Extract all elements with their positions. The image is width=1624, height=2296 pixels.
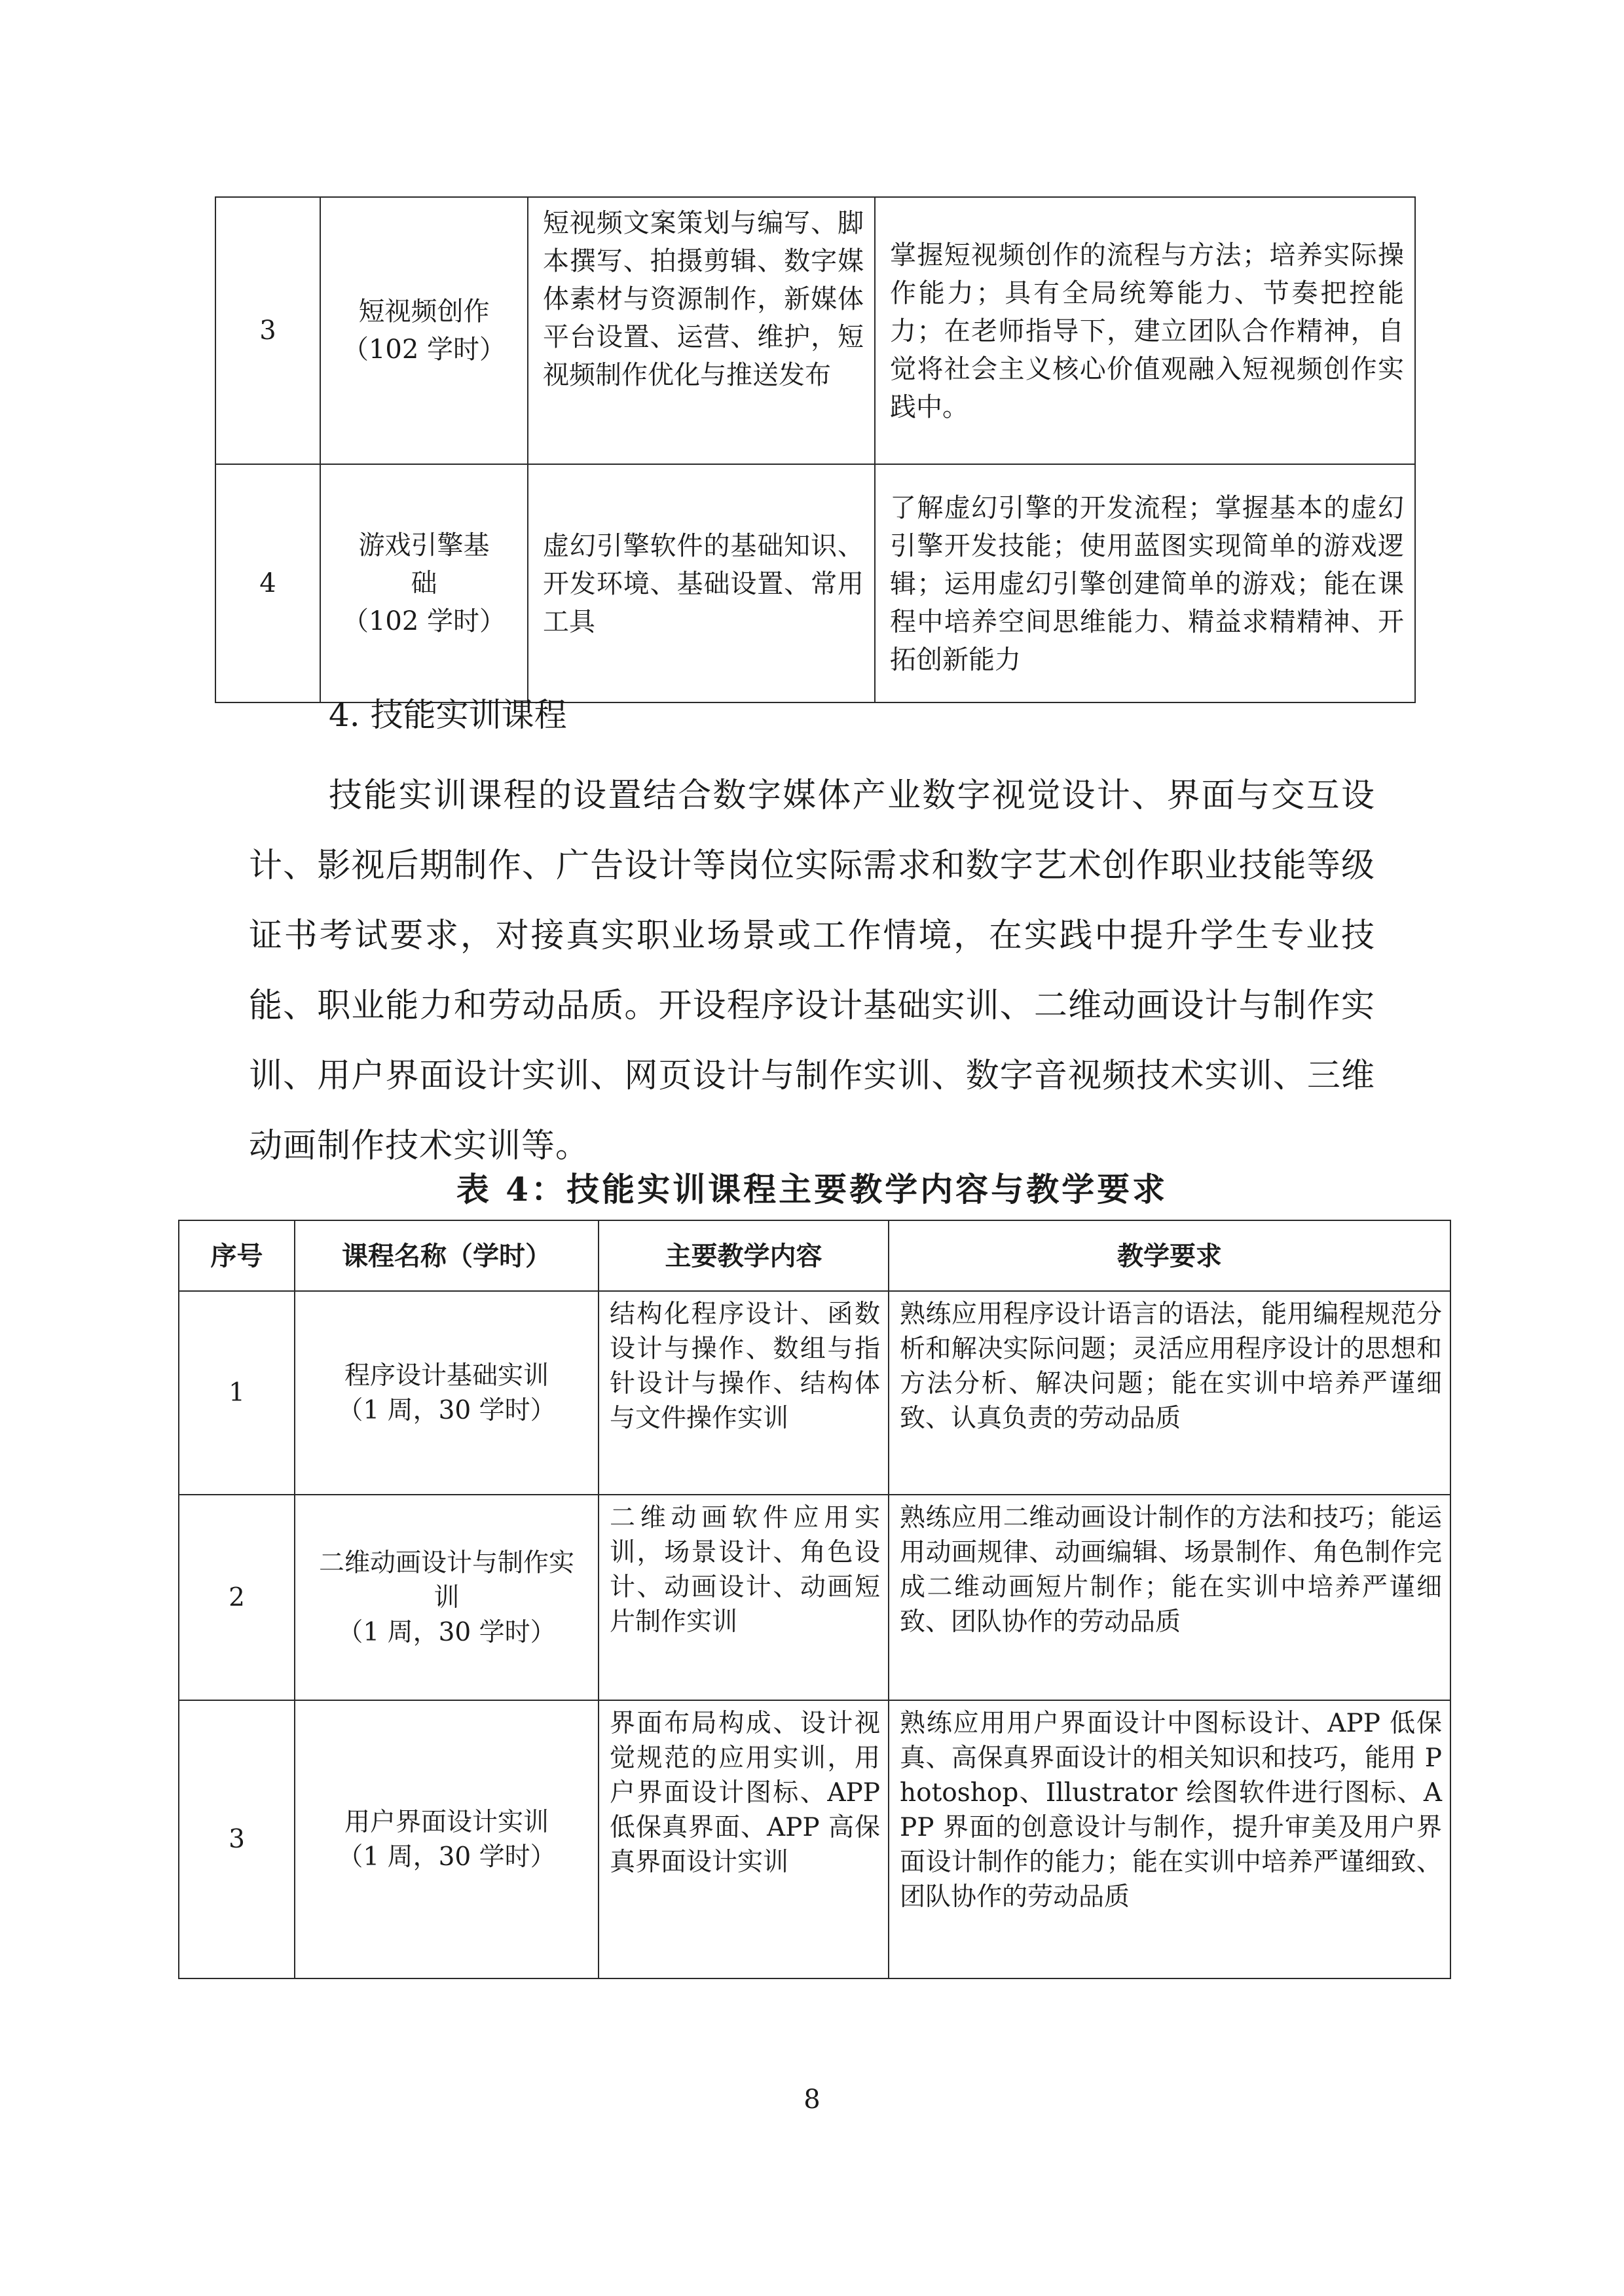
row-requirement: 熟练应用二维动画设计制作的方法和技巧；能运用动画规律、动画编辑、场景制作、角色制作完成二维动画短片制作；能在实训中培养严谨细致、团队协作的劳动品质 bbox=[889, 1495, 1450, 1700]
page-number: 8 bbox=[803, 2085, 821, 2115]
header-content: 主要教学内容 bbox=[599, 1220, 889, 1291]
table-row bbox=[179, 1700, 1450, 1978]
course-hours: （1 周，30 学时） bbox=[337, 1617, 556, 1647]
header-course: 课程名称（学时） bbox=[295, 1220, 599, 1291]
table-row bbox=[215, 197, 1415, 464]
row-seq: 3 bbox=[179, 1700, 295, 1978]
table-row bbox=[215, 464, 1415, 702]
course-name: 游戏引擎基础 bbox=[358, 530, 490, 598]
course-name: 用户界面设计实训 bbox=[344, 1807, 549, 1837]
section-heading: 4. 技能实训课程 bbox=[329, 696, 567, 734]
row-requirement: 掌握短视频创作的流程与方法；培养实际操作能力；具有全局统筹能力、节奏把控能力；在老师指导下，建立团队合作精神，自觉将社会主义核心价值观融入短视频创作实践中。 bbox=[875, 197, 1415, 464]
row-course bbox=[295, 1291, 599, 1495]
header-seq: 序号 bbox=[179, 1220, 295, 1291]
skills-training-table bbox=[178, 1220, 1451, 1979]
row-seq: 1 bbox=[179, 1291, 295, 1495]
row-course bbox=[295, 1700, 599, 1978]
row-content: 虚幻引擎软件的基础知识、开发环境、基础设置、常用工具 bbox=[528, 464, 875, 702]
continued-course-table bbox=[215, 196, 1416, 703]
row-content: 二维动画软件应用实训，场景设计、角色设计、动画设计、动画短片制作实训 bbox=[599, 1495, 889, 1700]
row-course bbox=[320, 464, 528, 702]
row-requirement: 熟练应用用户界面设计中图标设计、APP 低保真、高保真界面设计的相关知识和技巧，能用 Photoshop、Illustrator 绘图软件进行图标、APP 界面的创意设计与制作，提升审美及用户界面设计制作的能力；能在实训中培养严谨细致、团队协作的劳动品质 bbox=[889, 1700, 1450, 1978]
row-content: 短视频文案策划与编写、脚本撰写、拍摄剪辑、数字媒体素材与资源制作，新媒体平台设置、运营、维护，短视频制作优化与推送发布 bbox=[528, 197, 875, 464]
row-content: 结构化程序设计、函数设计与操作、数组与指针设计与操作、结构体与文件操作实训 bbox=[599, 1291, 889, 1495]
table-header-row bbox=[179, 1220, 1450, 1291]
row-requirement: 了解虚幻引擎的开发流程；掌握基本的虚幻引擎开发技能；使用蓝图实现简单的游戏逻辑；运用虚幻引擎创建简单的游戏；能在课程中培养空间思维能力、精益求精精神、开拓创新能力 bbox=[875, 464, 1415, 702]
table-row bbox=[179, 1495, 1450, 1700]
row-content: 界面布局构成、设计视觉规范的应用实训，用户界面设计图标、APP 低保真界面、APP 高保真界面设计实训 bbox=[599, 1700, 889, 1978]
course-hours: （1 周，30 学时） bbox=[337, 1842, 556, 1872]
row-seq: 2 bbox=[179, 1495, 295, 1700]
table-caption: 表 4：技能实训课程主要教学内容与教学要求 bbox=[456, 1170, 1168, 1209]
course-name: 二维动画设计与制作实训 bbox=[318, 1548, 574, 1613]
row-requirement: 熟练应用程序设计语言的语法，能用编程规范分析和解决实际问题；灵活应用程序设计的思想和方法分析、解决问题；能在实训中培养严谨细致、认真负责的劳动品质 bbox=[889, 1291, 1450, 1495]
header-requirement: 教学要求 bbox=[889, 1220, 1450, 1291]
section-paragraph: 技能实训课程的设置结合数字媒体产业数字视觉设计、界面与交互设计、影视后期制作、广告设计等岗位实际需求和数字艺术创作职业技能等级证书考试要求，对接真实职业场景或工作情境，在实践中提升学生专业技能、职业能力和劳动品质。开设程序设计基础实训、二维动画设计与制作实训、用户界面设计实训、网页设计与制作实训、数字音视频技术实训、三维动画制作技术实训等。 bbox=[249, 776, 1375, 1165]
course-name: 短视频创作 bbox=[358, 297, 490, 327]
course-name: 程序设计基础实训 bbox=[344, 1360, 549, 1391]
row-seq: 4 bbox=[215, 464, 320, 702]
row-course bbox=[320, 197, 528, 464]
course-hours: （102 学时） bbox=[342, 335, 506, 365]
row-course bbox=[295, 1495, 599, 1700]
course-hours: （1 周，30 学时） bbox=[337, 1395, 556, 1425]
row-seq: 3 bbox=[215, 197, 320, 464]
table-row bbox=[179, 1291, 1450, 1495]
course-hours: （102 学时） bbox=[342, 606, 506, 636]
